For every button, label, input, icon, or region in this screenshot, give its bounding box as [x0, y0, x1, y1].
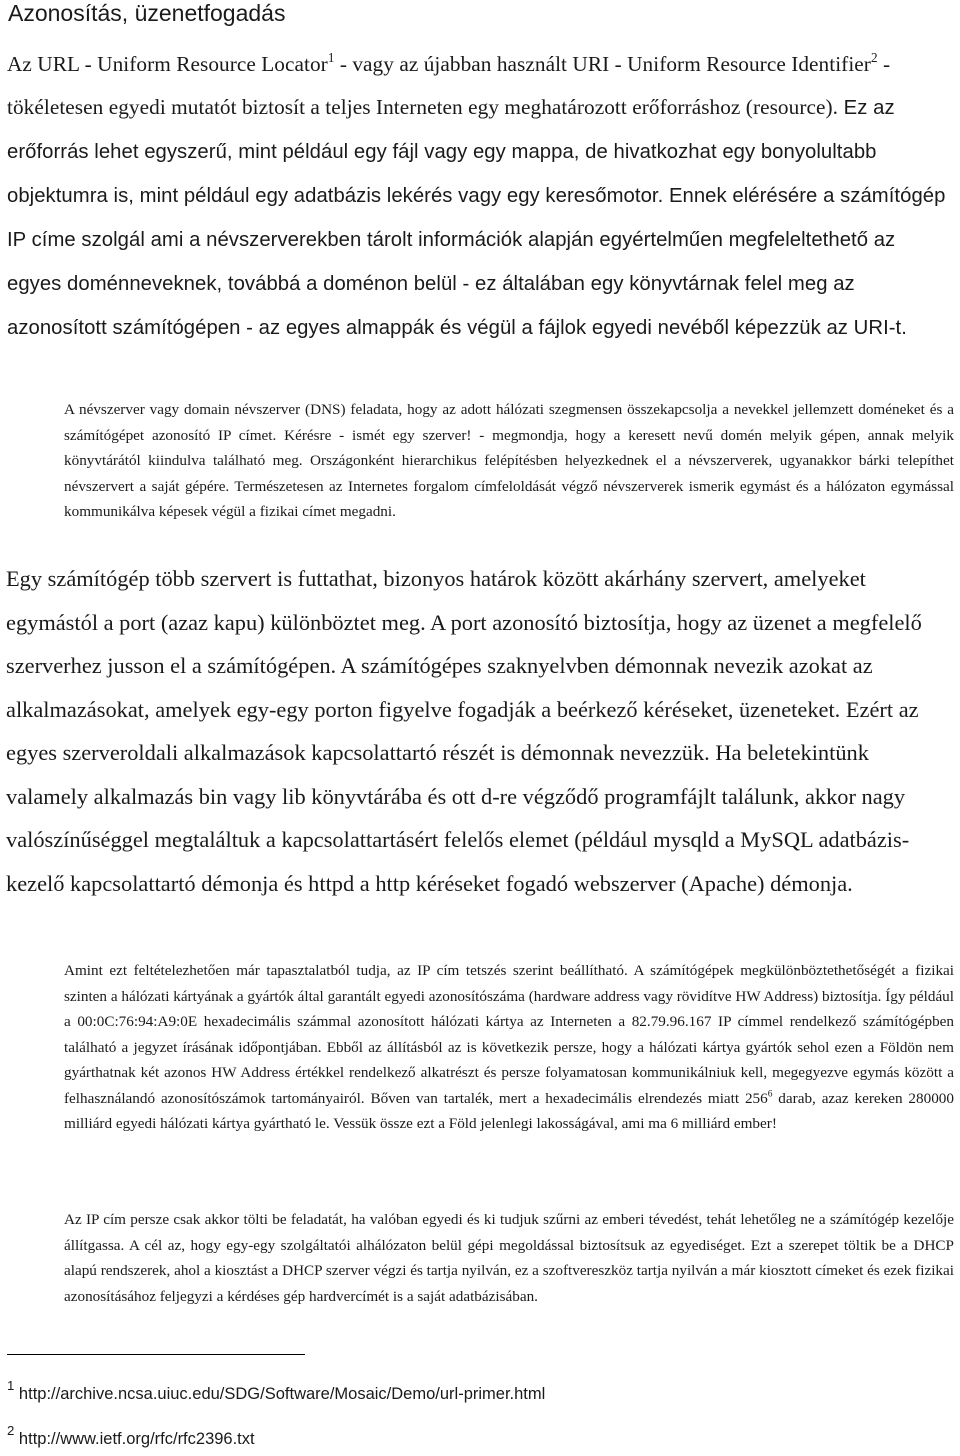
paragraph-text: Amint ezt feltételezhetően már tapasztalatból tudja, az IP cím tetszés szerint beállítható. A számítógépek megkülönböztethetőségét a fizikai szinten a hálózati kártyának a gyártók által garantált egyedi azonosítószáma (hardware address vagy rövidítve HW Address) biztosítja. Így például a 00:0C:76:94:A9:0E hexadecimális számmal azonosított hálózati kártya az Interneten a 82.79.96.167 IP címmel rendelkező számítógépben található a jegyzet írásának időpontjában. Ebből az állításból az is következik persze, hogy a hálózati kártya gyártók sehol ezen a Földön nem gyárthatnak két azonos HW Address értékkel rendelkező alkatrészt és persze folyamatosan kommunikálniuk kell, megegyezve egymás között a felhasználandó azonosítószámok tartományairól. Bőven van tartalék, mert a hexadecimális elrendezés miatt 256 [64, 962, 954, 1107]
footnote-number: 1 [7, 1377, 15, 1393]
section-heading: Azonosítás, üzenetfogadás [8, 0, 286, 26]
paragraph-text: - tökéletesen egyedi mutatót biztosít a teljes Interneten egy meghatározott erőforráshoz (resource). [7, 52, 891, 119]
paragraph-dns: A névszerver vagy domain névszerver (DNS) feladata, hogy az adott hálózati szegmensen összekapcsolja a nevekkel jellemzett doméneket és a számítógépet azonosító IP címet. Kérésre - ismét egy szerver! - megmondja, hogy a keresett nevű domén melyik gépen, annak melyik könyvtárától kiindulva található meg. Országonként hierarchikus felépítésben helyezkednek el a névszerverek, ugyanakkor bárki telepíthet névszervert a saját gépére. Természetesen az Internetes forgalom címfeloldását végző névszerverek ismerik egymást és a hálózaton egymással kommunikálva képesek végül a fizikai címet megadni. [64, 401, 954, 520]
paragraph-text-sans: Ez az erőforrás lehet egyszerű, mint például egy fájl vagy egy mappa, de hivatkozhat egy bonyolultabb objektumra is, mint például egy adatbázis lekérés vagy egy keresőmotor. Ennek elérésére a számítógép IP címe szolgál ami a névszerverekben tárolt információk alapján egyértelműen megfeleltethető az egyes doménneveknek, továbbá a doménon belül - ez általában egy könyvtárnak felel meg az azonosított számítógépen - az egyes almappák és végül a fájlok egyedi nevéből képezzük az URI-t. [7, 97, 946, 339]
footnote-ref-2[interactable]: 2 [870, 49, 878, 65]
footnote-link[interactable]: http://www.ietf.org/rfc/rfc2396.txt [14, 1430, 255, 1448]
footnote-separator [7, 1354, 305, 1355]
paragraph-hw-address [64, 958, 954, 1137]
footnote-number: 2 [7, 1422, 15, 1438]
paragraph-uri-intro [7, 43, 953, 350]
footnote-1 [7, 1377, 546, 1404]
exponent: 6 [767, 1088, 773, 1099]
paragraph-port-daemon: Egy számítógép több szervert is futtathat, bizonyos határok között akárhány szervert, amelyeket egymástól a port (azaz kapu) különböztet meg. A port azonosító biztosítja, hogy az üzenet a megfelelő szerverhez jusson el a számítógépen. A számítógépes szaknyelvben démonnak nevezik azokat az alkalmazásokat, amelyek egy-egy porton figyelve fogadják a beérkező kéréseket, üzeneteket. Ezért az egyes szerveroldali alkalmazások kapcsolattartó részét is démonnak nevezzük. Ha beletekintünk valamely alkalmazás bin vagy lib könyvtárába és ott d-re végződő programfájlt találunk, akkor nagy valószínűséggel megtaláltuk a kapcsolattartásért felelős elemet (például mysqld a MySQL adatbázis-kezelő kapcsolattartó démonja és httpd a http kéréseket fogadó webszerver (Apache) démonja. [6, 566, 922, 896]
footnote-link[interactable]: http://archive.ncsa.uiuc.edu/SDG/Software/Mosaic/Demo/url-primer.html [14, 1385, 546, 1403]
paragraph-text: - vagy az újabban használt URI - Uniform Resource Identifier [334, 52, 871, 76]
footnote-2 [7, 1422, 255, 1449]
paragraph-text: Az URL - Uniform Resource Locator [7, 52, 328, 76]
paragraph-text: darab, azaz kereken 280000 milliárd egyedi hálózati kártya gyártható le. Vessük össze ezt a Föld jelenlegi lakosságával, ami ma 6 milliárd ember! [64, 1089, 954, 1132]
footnote-ref-1[interactable]: 1 [327, 49, 335, 65]
paragraph-dhcp: Az IP cím persze csak akkor tölti be feladatát, ha valóban egyedi és ki tudjuk szűrni az emberi tévedést, tehát lehetőleg ne a számítógép kezelője állítgassa. A cél az, hogy egy-egy szolgáltatói alhálózaton belül gépi megoldással biztosítsuk az egyediséget. Ezt a szerepet töltik be a DHCP alapú rendszerek, ahol a kiosztást a DHCP szerver végzi és tartja nyilván, ez a szoftvereszköz tartja nyilván a már kiosztott címeket és ezek fizikai azonosításához feljegyzi a kérdéses gép hardvercímét is a saját adatbázisában. [64, 1211, 954, 1305]
